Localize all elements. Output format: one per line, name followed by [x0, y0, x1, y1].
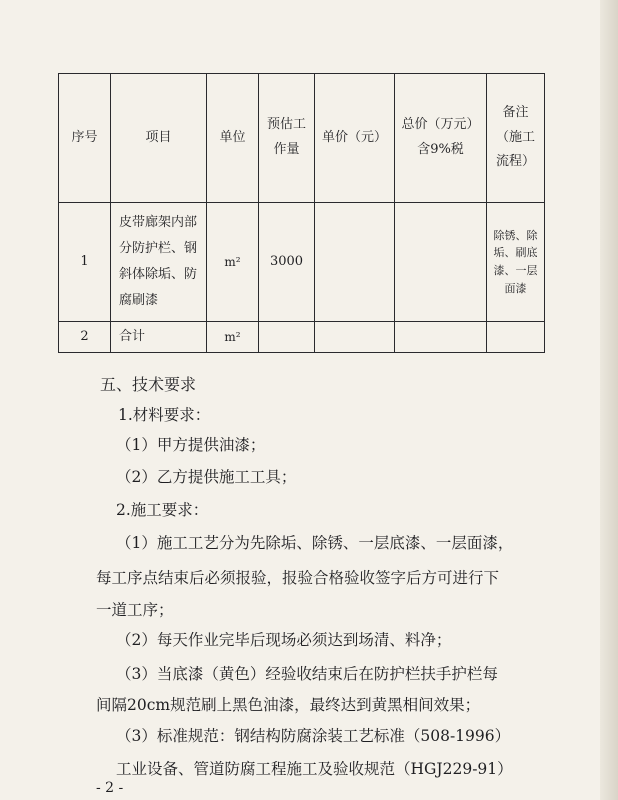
- header-cell: 单位: [207, 74, 259, 203]
- row-quantity: 3000: [259, 203, 315, 322]
- row-unit-price: [315, 322, 395, 353]
- requirement-line: 2.施工要求：: [116, 501, 209, 519]
- row-item-line: 斜体除垢、防: [119, 267, 198, 282]
- requirement-line: （3）标准规范：钢结构防腐涂装工艺标准（508-1996）: [116, 727, 511, 745]
- row-total: [395, 322, 487, 353]
- row-item-line: 腐刷漆: [119, 293, 159, 308]
- row-quantity: [259, 322, 315, 353]
- row-number: 1: [59, 203, 111, 322]
- row-number: 2: [59, 322, 111, 353]
- requirement-line: 一道工序；: [96, 601, 174, 619]
- row-item: [111, 203, 207, 322]
- header-cell: 单价（元）: [315, 74, 395, 203]
- row-item-line: 皮带廊架内部: [119, 215, 198, 230]
- row-unit: m²: [207, 203, 259, 322]
- row-unit: m²: [207, 322, 259, 353]
- row-unit-price: [315, 203, 395, 322]
- requirement-line: 每工序点结束后必须报验，报验合格验收签字后方可进行下: [96, 569, 500, 587]
- requirement-line: （1）甲方提供油漆；: [116, 436, 266, 454]
- requirement-line: （2）乙方提供施工工具；: [116, 468, 297, 486]
- row-remark: [487, 322, 545, 353]
- row-remark: 除锈、除垢、刷底漆、一层面漆: [487, 203, 545, 322]
- table-header-row: [59, 74, 545, 203]
- header-cell: 项目: [111, 74, 207, 203]
- header-cell: 预估工作量: [259, 74, 315, 203]
- requirement-line: （3）当底漆（黄色）经验收结束后在防护栏扶手护栏每: [116, 665, 498, 683]
- row-item-line: 分防护栏、钢: [119, 241, 198, 256]
- table-row: [59, 203, 545, 322]
- requirement-line: 1.材料要求：: [118, 406, 211, 424]
- section-title: 五、技术要求: [100, 375, 197, 394]
- row-total: [395, 203, 487, 322]
- page-edge: [600, 0, 618, 800]
- row-item: 合计: [111, 322, 207, 353]
- pricing-table: [58, 73, 545, 353]
- table-row: [59, 322, 545, 353]
- requirement-line: （1）施工工艺分为先除垢、除锈、一层底漆、一层面漆，: [116, 534, 514, 552]
- requirement-line: （2）每天作业完毕后现场必须达到场清、料净；: [116, 631, 452, 649]
- requirement-line: 间隔20cm规范刷上黑色油漆，最终达到黄黑相间效果；: [96, 696, 481, 714]
- page-number: - 2 -: [96, 780, 124, 796]
- header-cell: 备注（施工流程）: [487, 74, 545, 203]
- header-cell: 序号: [59, 74, 111, 203]
- header-cell: 总价（万元）含9%税: [395, 74, 487, 203]
- requirement-line: 工业设备、管道防腐工程施工及验收规范（HGJ229-91）: [116, 760, 513, 778]
